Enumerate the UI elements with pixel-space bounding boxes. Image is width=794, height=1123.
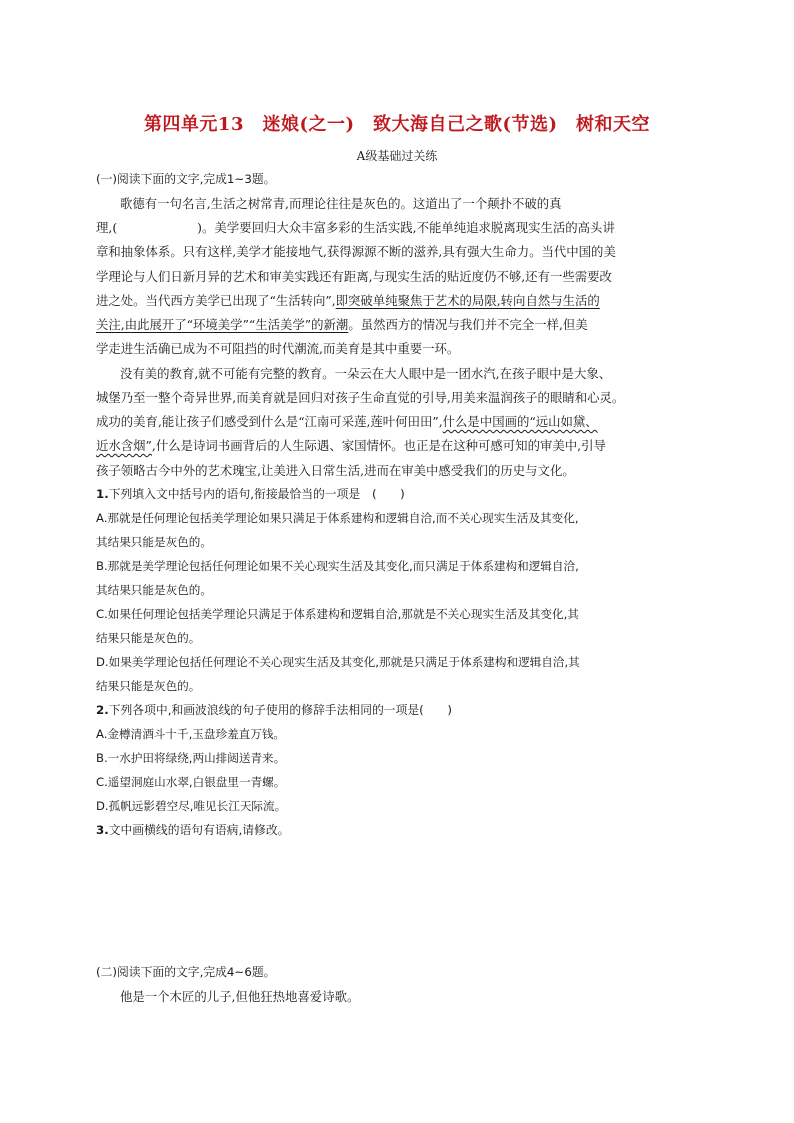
page-title: 第四单元13 迷娘(之一) 致大海自己之歌(节选) 树和天空 xyxy=(143,114,651,135)
passage-line xyxy=(96,440,606,452)
wavy-underlined-sentence: 什么是中国画的“远山如黛、 xyxy=(442,414,598,429)
section-header: (二)阅读下面的文字,完成4~6题。 xyxy=(96,965,276,979)
option-b-cont: 其结果只能是灰色的。 xyxy=(96,583,212,597)
wavy-underlined-sentence: 近水含烟” xyxy=(96,438,152,453)
question-stem: 下列各项中,和画波浪线的句子使用的修辞手法相同的一项是( ) xyxy=(108,703,452,717)
option-d[interactable]: D.孤帆远影碧空尽,唯见长江天际流。 xyxy=(96,799,287,813)
passage-text: 成功的美育,能让孩子们感受到什么是“江南可采莲,莲叶何田田”, xyxy=(96,414,443,429)
option-b[interactable]: B.一水护田将绿绕,两山排闼送青来。 xyxy=(96,751,286,765)
option-a-cont: 其结果只能是灰色的。 xyxy=(96,535,212,549)
passage-line: 章和抽象体系。只有这样,美学才能接地气,获得源源不断的滋养,具有强大生命力。当代中国的美 xyxy=(96,244,616,259)
question-2 xyxy=(96,705,452,717)
passage-text: )。美学要回归大众丰富多彩的生活实践,不能单纯追求脱离现实生活的高头讲 xyxy=(197,220,615,235)
underlined-sentence: 即突破单纯聚焦于艺术的局限,转向自然与生活的 xyxy=(335,293,600,308)
passage-text: 进之处。当代西方美学已出现了“生活转向”, xyxy=(96,293,336,308)
option-b[interactable]: B.那就是美学理论包括任何理论如果不关心现实生活及其变化,而只满足于体系建构和逻辑自洽, xyxy=(96,559,579,573)
passage-line xyxy=(96,416,598,428)
passage-line xyxy=(96,295,600,307)
passage-line xyxy=(96,319,588,331)
option-c[interactable]: C.如果任何理论包括美学理论只满足于体系建构和逻辑自洽,那就是不关心现实生活及其变化,其 xyxy=(96,607,579,621)
section-subtitle: A级基础过关练 xyxy=(356,149,438,163)
passage-line: 城堡乃至一整个奇异世界,而美育就是回归对孩子生命直觉的引导,用美来温润孩子的眼睛和心灵。 xyxy=(96,390,625,405)
option-d-cont: 结果只能是灰色的。 xyxy=(96,679,201,693)
question-number: 2. xyxy=(96,703,109,717)
option-d[interactable]: D.如果美学理论包括任何理论不关心现实生活及其变化,那就是只满足于体系建构和逻辑自洽,其 xyxy=(96,655,580,669)
passage-line: 学走进生活确已成为不可阻挡的时代潮流,而美育是其中重要一环。 xyxy=(96,341,460,356)
option-a[interactable]: A.那就是任何理论包括美学理论如果只满足于体系建构和逻辑自洽,而不关心现实生活及其变化, xyxy=(96,511,579,525)
passage-line: 学理论与人们日新月异的艺术和审美实践还有距离,与现实生活的贴近度仍不够,还有一些需要改 xyxy=(96,269,612,284)
option-c-cont: 结果只能是灰色的。 xyxy=(96,631,201,645)
passage-line: 歌德有一句名言,生活之树常青,而理论往往是灰色的。这道出了一个颠扑不破的真 xyxy=(120,196,562,211)
section-header: (一)阅读下面的文字,完成1~3题。 xyxy=(96,172,276,186)
option-c[interactable]: C.遥望洞庭山水翠,白银盘里一青螺。 xyxy=(96,775,286,789)
underlined-sentence: 关注,由此展开了“环境美学”“生活美学”的新潮 xyxy=(96,317,349,332)
passage-text: 。虽然西方的情况与我们并不完全一样,但美 xyxy=(348,317,588,332)
question-number: 3. xyxy=(96,823,109,837)
question-stem: 下列填入文中括号内的语句,衔接最恰当的一项是 ( ) xyxy=(108,487,405,501)
passage-line: 没有美的教育,就不可能有完整的教育。一朵云在大人眼中是一团水汽,在孩子眼中是大象、 xyxy=(120,366,612,381)
passage-text: ,什么是诗词书画背后的人生际遇、家国情怀。也正是在这种可感可知的审美中,引导 xyxy=(151,438,606,453)
passage-line: 他是一个木匠的儿子,但他狂热地喜爱诗歌。 xyxy=(120,989,360,1004)
question-stem: 文中画横线的语句有语病,请修改。 xyxy=(108,823,290,837)
passage-line: 孩子领略古今中外的艺术瑰宝,让美进入日常生活,进而在审美中感受我们的历史与文化。 xyxy=(96,463,575,478)
option-a[interactable]: A.金樽清酒斗十千,玉盘珍羞直万钱。 xyxy=(96,727,286,741)
question-number: 1. xyxy=(96,487,109,501)
question-1 xyxy=(96,489,405,501)
passage-line xyxy=(96,222,615,234)
question-3 xyxy=(96,825,289,837)
passage-text: 理,( xyxy=(96,220,118,235)
